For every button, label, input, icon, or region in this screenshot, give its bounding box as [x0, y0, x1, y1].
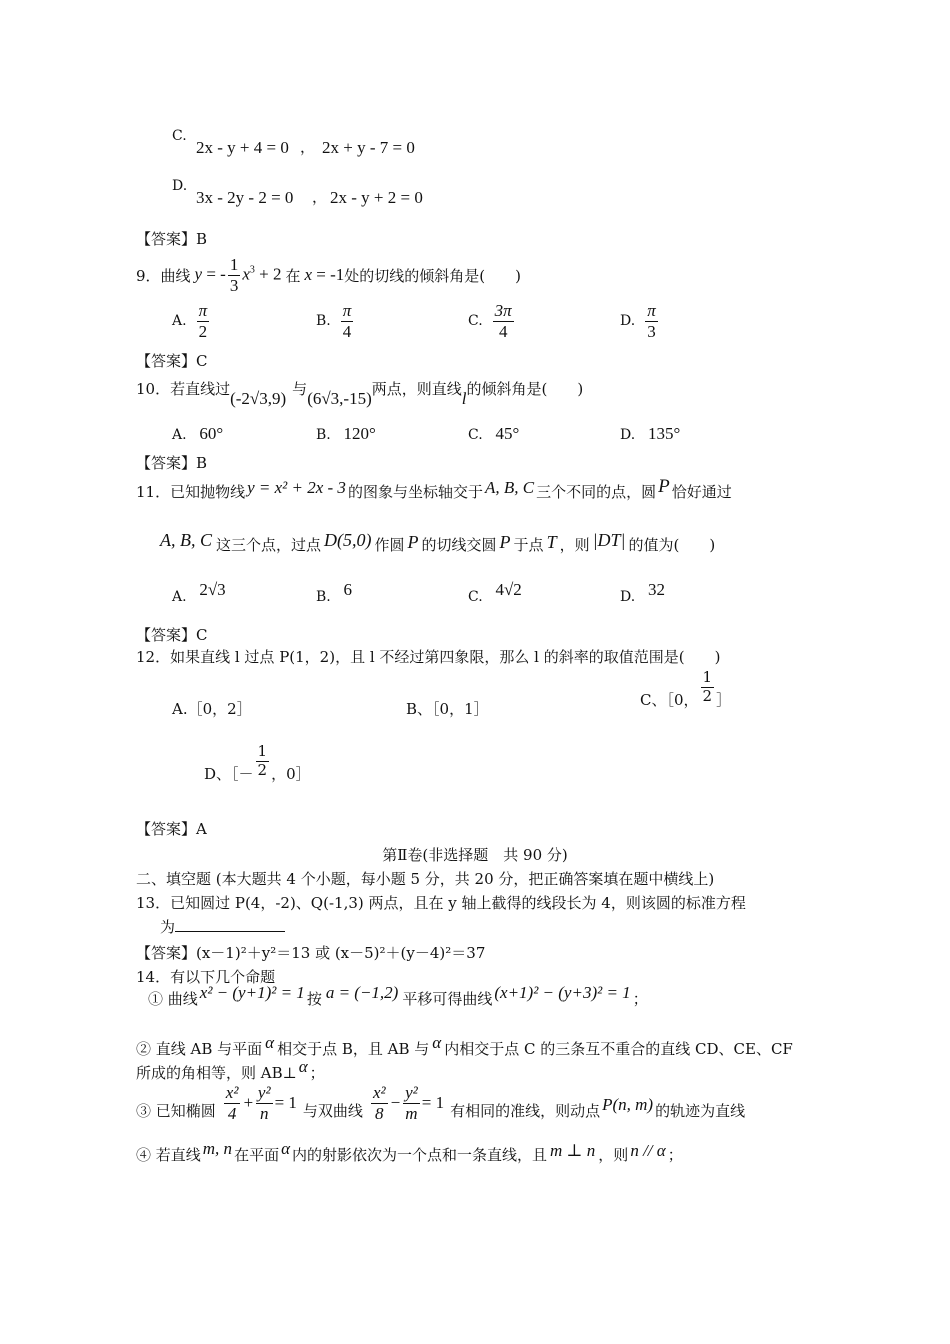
q11-option-c — [468, 580, 522, 605]
hyperbola-equation: x² − (y+1)² = 1 — [199, 983, 305, 1002]
option-d-equation-1: 3x - 2y - 2 = 0 — [196, 188, 294, 207]
equation-rhs: = 1 — [421, 1093, 445, 1113]
circle-p: P — [499, 532, 511, 552]
statement-4 — [136, 1139, 683, 1165]
option-label: C. — [468, 427, 483, 443]
statement-1 — [148, 983, 648, 1009]
fraction-numerator: x² — [225, 1083, 239, 1102]
text: ④ 若直线 — [136, 1146, 201, 1164]
option-value: 32 — [647, 580, 665, 599]
separator: ， — [300, 138, 316, 156]
answer-blank[interactable] — [175, 917, 285, 932]
section-title: 第Ⅱ卷(非选择题 共 90 分) — [382, 846, 568, 864]
hyperbola-equation-2: $\frac{\text{x²}}{8}$ − $\frac{\text{y²}}{m}$ = 1 — [372, 1083, 445, 1123]
text: 相交于点 B，且 AB 与 — [277, 1040, 430, 1058]
q11-option-a — [172, 580, 226, 605]
question-11-prefix: 11．已知抛物线 — [136, 483, 246, 501]
text: ； — [632, 990, 648, 1008]
text: 的值为( ) — [628, 536, 716, 554]
text: ，则 — [598, 1146, 629, 1164]
q9-option-c — [468, 302, 516, 341]
fraction-denominator: 4 — [227, 1103, 237, 1123]
question-9-point: x = -1 — [304, 265, 345, 285]
question-10-point-1: (-2√3,9) — [230, 389, 287, 408]
plane-alpha: α — [281, 1139, 291, 1158]
question-10-prefix: 10．若直线过 — [136, 380, 231, 398]
lines-m-n: m, n — [202, 1139, 233, 1158]
text: 的轨迹为直线 — [655, 1101, 746, 1120]
text: 平移可得曲线 — [402, 990, 493, 1008]
question-10-tail-1: 两点，则直线 — [371, 380, 462, 398]
option-label: D. — [620, 313, 636, 330]
option-value: 135° — [647, 424, 681, 443]
text: 内相交于点 C 的三条互不重合的直线 CD、CE、CF — [444, 1040, 793, 1058]
q9-option-a — [172, 302, 211, 341]
text: ，则 — [559, 536, 590, 554]
fraction-denominator: 2 — [257, 760, 268, 779]
plane-alpha: α — [298, 1057, 308, 1076]
question-13-line-2 — [160, 916, 285, 937]
option-value: 45° — [495, 424, 520, 443]
answer-q10: 【答案】B — [136, 454, 208, 472]
text: 按 — [306, 990, 322, 1008]
q9-option-d — [620, 302, 660, 341]
section-heading: 二、填空题 (本大题共 4 个小题，每小题 5 分，共 20 分，把正确答案填在题中横线上) — [136, 870, 715, 888]
perpendicular-relation: m ⊥ n — [550, 1141, 596, 1160]
q11-option-b — [316, 580, 353, 605]
text: 与双曲线 — [302, 1101, 363, 1120]
q10-option-a — [172, 424, 223, 444]
option-c-equation-1: 2x - y + 4 = 0 — [196, 138, 289, 157]
parallel-relation: n // α — [630, 1141, 666, 1160]
q10-option-b — [316, 424, 376, 444]
hyperbola-equation-translated: (x+1)² − (y+3)² = 1 — [494, 983, 631, 1002]
option-value: 60° — [199, 424, 224, 443]
option-c-label: C. — [172, 128, 187, 144]
text: ； — [309, 1064, 325, 1082]
option-text: C、［0， — [640, 690, 699, 709]
option-value: 120° — [343, 424, 376, 443]
question-10-mid: 与 — [292, 380, 308, 398]
points-abc: A, B, C — [160, 530, 212, 550]
option-label: A. — [172, 427, 187, 443]
q10-option-d — [620, 424, 680, 444]
option-value: 4√2 — [495, 580, 522, 599]
q10-option-c — [468, 424, 519, 444]
option-text: ］ — [716, 690, 732, 709]
option-value: 6 — [343, 580, 353, 599]
option-label: D. — [620, 589, 636, 605]
text: ③ 已知椭圆 — [136, 1101, 216, 1120]
question-10 — [136, 378, 584, 408]
ellipse-equation: $\frac{\text{x²}}{4}$ + $\frac{\text{y²}}{n}$ = 1 — [225, 1083, 297, 1123]
statement-2-line-2 — [136, 1057, 325, 1083]
q12-option-a: A.［0，2］ — [172, 700, 252, 718]
parabola-equation: y = x² + 2x - 3 — [247, 478, 346, 497]
option-label: C. — [468, 589, 483, 605]
fraction-numerator: 1 — [257, 742, 268, 760]
statement-2-line-1 — [136, 1033, 793, 1059]
option-text: ，0］ — [271, 764, 311, 783]
q12-option-c — [640, 668, 732, 709]
fraction-denominator: m — [405, 1103, 418, 1123]
question-11-line-1 — [136, 476, 732, 502]
text: 的图象与坐标轴交于 — [347, 483, 483, 501]
option-c-equation-2: 2x + y - 7 = 0 — [322, 138, 415, 157]
text: ① 曲线 — [148, 990, 198, 1008]
question-14-title: 14．有以下几个命题 — [136, 968, 276, 986]
fraction-denominator: 3 — [647, 321, 656, 341]
fraction-denominator: 8 — [375, 1103, 384, 1123]
points-abc: A, B, C — [484, 478, 535, 497]
fraction-denominator: 2 — [198, 321, 208, 341]
equation-rhs: = 1 — [274, 1093, 297, 1113]
fraction-numerator: 3π — [494, 301, 512, 320]
fraction-numerator: y² — [405, 1083, 418, 1102]
fraction-denominator: 4 — [342, 321, 352, 341]
plane-alpha: α — [265, 1033, 275, 1052]
answer-q13: 【答案】(x－1)²＋y²＝13 或 (x－5)²＋(y－4)²＝37 — [136, 944, 486, 962]
point-t: T — [546, 532, 557, 552]
fraction-denominator: 2 — [702, 686, 713, 705]
fraction-numerator: π — [198, 301, 208, 320]
text: 的切线交圆 — [421, 536, 497, 554]
option-text: D、［－ — [204, 764, 254, 783]
statement-3 — [136, 1084, 745, 1123]
text: 所成的角相等，则 AB⊥ — [136, 1064, 297, 1082]
fraction-numerator: π — [342, 301, 352, 320]
text: 作圆 — [374, 536, 405, 554]
option-label: C. — [468, 313, 483, 330]
answer-q11: 【答案】C — [136, 626, 208, 644]
question-9-prefix: 9．曲线 — [136, 266, 191, 285]
text: 这三个点，过点 — [216, 536, 322, 554]
q9-option-b — [316, 302, 355, 341]
question-9-mid: 在 — [285, 266, 301, 285]
option-d-label: D. — [172, 178, 188, 194]
text: 于点 — [513, 536, 544, 554]
q11-option-d — [620, 580, 665, 605]
question-9-curve: y = - $\frac{1}{3}$ $x^3 + 2$ — [194, 255, 282, 295]
q12-option-b: B、［0，1］ — [406, 700, 489, 718]
moving-point: P(n, m) — [602, 1094, 654, 1114]
plane-alpha: α — [432, 1033, 442, 1052]
option-label: A. — [172, 589, 187, 605]
text: 三个不同的点，圆 — [536, 483, 657, 501]
fraction-denominator: n — [260, 1103, 269, 1123]
option-label: A. — [172, 313, 187, 330]
question-9-tail: 处的切线的倾斜角是( ) — [344, 266, 522, 285]
question-9 — [136, 256, 521, 295]
question-10-tail-2: 的倾斜角是( ) — [466, 380, 584, 398]
circle-p: P — [658, 476, 670, 497]
fraction-numerator: x² — [372, 1083, 386, 1102]
question-12: 12．如果直线 l 过点 P(1，2)，且 l 不经过第四象限，那么 l 的斜率的取值范围是( ) — [136, 648, 721, 666]
option-d-equation-2: 2x - y + 2 = 0 — [330, 188, 423, 207]
text: ； — [667, 1146, 683, 1164]
option-label: B. — [316, 427, 331, 443]
fraction-numerator: π — [647, 301, 656, 320]
text: ② 直线 AB 与平面 — [136, 1040, 263, 1058]
option-label: B. — [316, 313, 331, 330]
text: 为 — [160, 918, 176, 936]
fraction-numerator: y² — [257, 1083, 271, 1102]
answer-q8: 【答案】B — [136, 230, 208, 248]
answer-q12: 【答案】A — [136, 820, 207, 838]
question-10-point-2: (6√3,-15) — [307, 389, 372, 408]
option-value: 2√3 — [199, 580, 226, 599]
text: 内的射影依次为一个点和一条直线，且 — [292, 1146, 548, 1164]
point-d: D(5,0) — [324, 530, 372, 550]
question-11-line-2 — [160, 530, 716, 555]
fraction-numerator: 1 — [702, 668, 713, 686]
translation-vector: a = (−1,2) — [325, 983, 399, 1002]
text: 在平面 — [234, 1146, 280, 1164]
text: 恰好通过 — [671, 483, 732, 501]
q12-option-d — [204, 742, 311, 783]
text: 有相同的准线，则动点 — [450, 1101, 601, 1120]
line-l: l — [461, 389, 467, 408]
separator: ， — [312, 188, 328, 206]
fraction-denominator: 4 — [498, 321, 508, 341]
circle-p: P — [407, 532, 419, 552]
option-label: B. — [316, 589, 331, 605]
question-13-line-1: 13．已知圆过 P(4，-2)、Q(-1,3) 两点，且在 y 轴上截得的线段长为 4，则该圆的标准方程 — [136, 894, 746, 912]
answer-q9: 【答案】C — [136, 352, 208, 370]
segment-dt: |DT| — [592, 530, 626, 550]
option-label: D. — [620, 427, 636, 443]
